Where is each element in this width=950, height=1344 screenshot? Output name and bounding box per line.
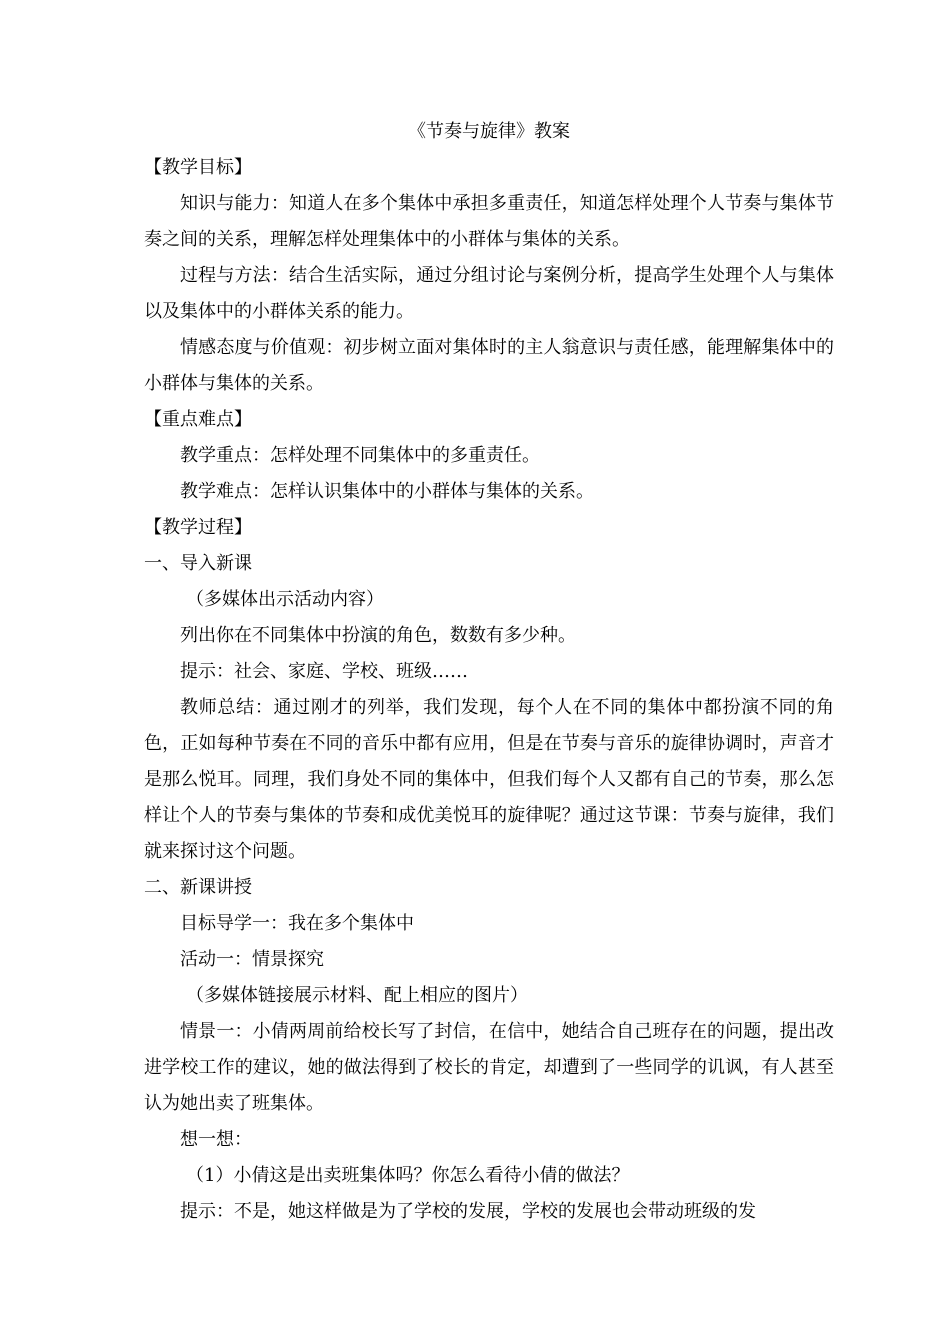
part2-heading: 二、新课讲授 xyxy=(144,877,252,898)
part1-summary-paragraph: 教师总结：通过刚才的列举，我们发现，每个人在不同的集体中都扮演不同的角色，正如每种节奏在不同的音乐中都有应用，但是在节奏与音乐的旋律协调时，声音才是那么悦耳。同理，我们身处不同的集体中，但我们每个人又都有自己的节奏，那么怎样让个人的节奏与集体的节奏和成优美悦耳的旋律呢？通过这节课：节奏与旋律，我们就来探讨这个问题。 xyxy=(144,697,834,862)
part2-think: 想一想： xyxy=(180,1129,252,1150)
key-point-line: 教学重点：怎样处理不同集体中的多重责任。 xyxy=(180,445,540,466)
part1-heading: 一、导入新课 xyxy=(144,553,252,574)
goal-process-paragraph: 过程与方法：结合生活实际，通过分组讨论与案例分析，提高学生处理个人与集体以及集体中的小群体关系的能力。 xyxy=(144,265,834,322)
goal-knowledge-paragraph: 知识与能力：知道人在多个集体中承担多重责任，知道怎样处理个人节奏与集体节奏之间的关系，理解怎样处理集体中的小群体与集体的关系。 xyxy=(144,193,834,250)
part1-hint: 提示：社会、家庭、学校、班级…… xyxy=(180,661,468,682)
goals-heading: 【教学目标】 xyxy=(144,157,252,178)
goal-emotion-paragraph: 情感态度与价值观：初步树立面对集体时的主人翁意识与责任感，能理解集体中的小群体与集体的关系。 xyxy=(144,337,834,394)
part1-task: 列出你在不同集体中扮演的角色，数数有多少种。 xyxy=(180,625,576,646)
document-title: 《节奏与旋律》教案 xyxy=(408,121,570,142)
part2-media-note: （多媒体链接展示材料、配上相应的图片） xyxy=(186,985,528,1006)
key-points-heading: 【重点难点】 xyxy=(144,409,252,430)
part2-hint: 提示：不是，她这样做是为了学校的发展，学校的发展也会带动班级的发 xyxy=(180,1201,756,1222)
part2-goal1: 目标导学一：我在多个集体中 xyxy=(180,913,414,934)
part2-question1: （1）小倩这是出卖班集体吗？你怎么看待小倩的做法？ xyxy=(186,1165,630,1186)
process-heading: 【教学过程】 xyxy=(144,517,252,538)
part1-media-note: （多媒体出示活动内容） xyxy=(186,589,384,610)
difficult-point-line: 教学难点：怎样认识集体中的小群体与集体的关系。 xyxy=(180,481,594,502)
document-body xyxy=(144,114,834,1230)
part2-activity1: 活动一：情景探究 xyxy=(180,949,324,970)
part2-scene1-paragraph: 情景一：小倩两周前给校长写了封信，在信中，她结合自己班存在的问题，提出改进学校工作的建议，她的做法得到了校长的肯定，却遭到了一些同学的讥讽，有人甚至认为她出卖了班集体。 xyxy=(144,1021,834,1114)
